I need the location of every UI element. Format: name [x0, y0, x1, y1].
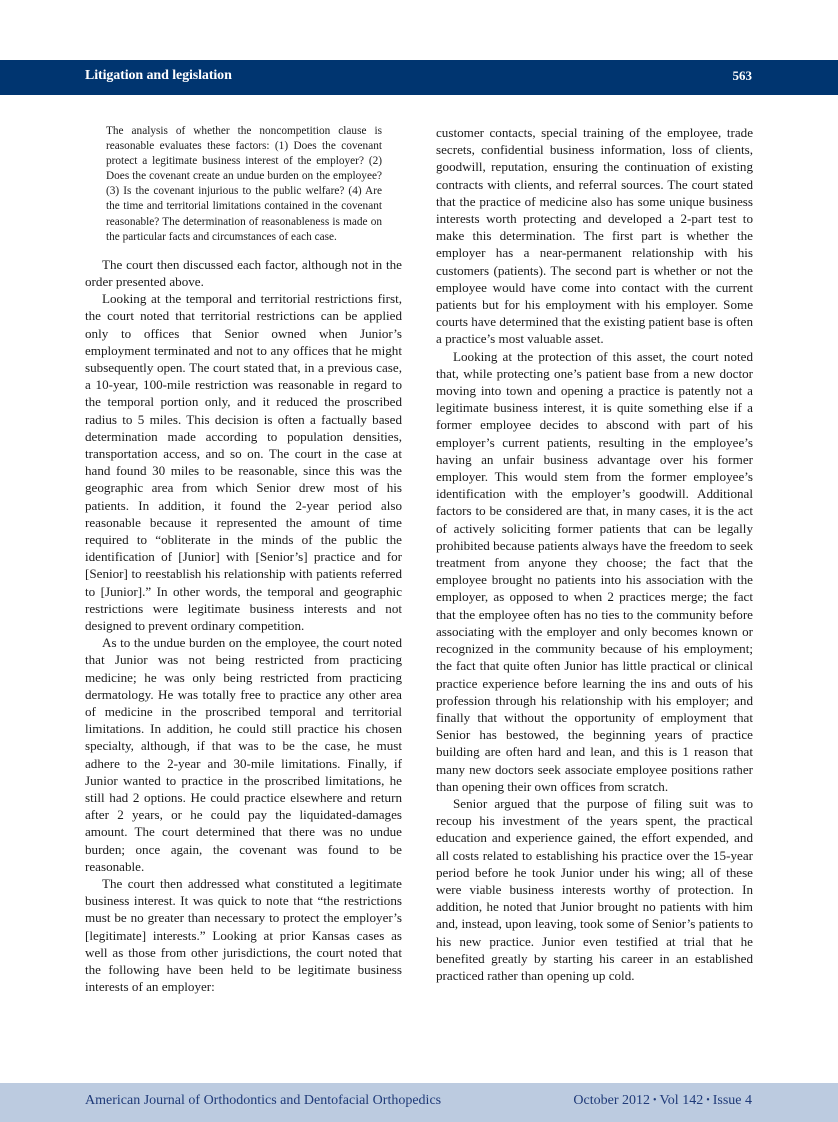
running-footer [0, 1083, 838, 1122]
volume: Vol 142 [659, 1093, 704, 1108]
right-column [436, 124, 753, 984]
block-quote: The analysis of whether the noncompetition clause is reasonable evaluates these factors: (1) Does the covenant protect a legitimate business interest of the employer? (2) Does the covenant create an undue burden on the employee? (3) Is the covenant injurious to the public welfare? (4) Are the time and territorial limitations contained in the covenant reasonable? The determination of reasonableness is made on the particular facts and circumstances of each case. [106, 125, 382, 243]
section-title: Litigation and legislation [85, 68, 232, 83]
paragraph: The court then discussed each factor, although not in the order presented above. [85, 256, 402, 289]
paragraph: Looking at the protection of this asset, the court noted that, while protecting one’s patient base from a new doctor moving into town and opening a practice is patently not a legitimate business interest, it is quite something else if a former employee decides to abscond with part of his employer’s current patients, resulting in the employee’s having an unfair business advantage over his former employer. This would stem from the former employee’s identification with the employer’s goodwill. Additional factors to be considered are that, in many cases, it is the act of actively soliciting former patients that can be legally prohibited because patients always have the freedom to seek treatment from anyone they choose; the fact that the employee brought no patients into his association with the employer, as opposed to when 2 practices merge; the fact that the employee often has no ties to the community before associating with the employer and only becomes known or recognized in the community because of his employment; the fact that quite often Junior has little practical or clinical practice experience before learning the ins and outs of his profession through his relationship with his employer; and finally that without the opportunity of employment that Senior has bestowed, the beginning years of practice building are often hard and lean, and this is 1 reason that many new doctors seek associate employee positions rather than opening their own offices from scratch. [436, 348, 753, 794]
paragraph: As to the undue burden on the employee, the court noted that Junior was not being restricted from practicing medicine; he was only being restricted from practicing dermatology. He was totally free to practice any other area of medicine in the proscribed temporal and territorial limitations. In addition, he could still practice his chosen specialty, although, if that was to be the case, he must adhere to the 2-year and 30-mile limitations. Finally, if Junior wanted to practice in the proscribed limitations, he still had 2 options. He could practice elsewhere and return after 2 years, or he could pay the liquidated-damages amount. The court determined that there was no undue burden; once again, the covenant was found to be reasonable. [85, 635, 402, 874]
paragraph: The court then addressed what constituted a legitimate business interest. It was quick to note that “the restrictions must be no greater than necessary to protect the employer’s [legitimate] interests.” Looking at prior Kansas cases as well as those from other jurisdictions, the court noted that the following have been held to be legitimate business interests of an employer: [85, 876, 402, 995]
paragraph-continuation: customer contacts, special training of the employee, trade secrets, confidential business information, loss of clients, goodwill, reputation, ensuring the continuation of existing contracts with clients, and referral sources. The court stated that the practice of medicine also has some unique business interests worth protecting and developed a 2-part test to make this determination. The first part is whether the employer has a near-permanent relationship with his customers (patients). The second part is whether or not the employee would have come into contact with the current patients but for his employment with his employer. Some courts have determined that the existing patient base is often a practice’s most valuable asset. [436, 125, 753, 347]
paragraph: Senior argued that the purpose of filing suit was to recoup his investment of the years spent, the practical education and experience gained, the effort expended, and all costs related to establishing his practice over the 15-year period before he took Junior under his wing; all of these were viable business interests worthy of protection. In addition, he noted that Junior brought no patients with him and, instead, upon leaving, took some of Senior’s patients to his new practice. Junior even testified at trial that he benefited greatly by starting his career in an established practiced rather than opening up cold. [436, 795, 753, 983]
month-year: October 2012 [573, 1093, 650, 1108]
issue-info [573, 1093, 752, 1109]
issue: Issue 4 [712, 1093, 752, 1108]
journal-name: American Journal of Orthodontics and Dentofacial Orthopedics [85, 1093, 442, 1108]
page-number: 563 [732, 68, 752, 83]
bullet-separator-icon: • [706, 1095, 710, 1106]
bullet-separator-icon: • [652, 1095, 657, 1106]
running-header [0, 60, 838, 95]
paragraph: Looking at the temporal and territorial restrictions first, the court noted that territorial restrictions can be applied only to offices that Senior owned when Junior’s employment terminated and not to any offices that he might subsequently open. The court stated that, in a previous case, a 10-year, 100-mile restriction was reasonable in regard to the temporal portion only, and it reduced the proscribed radius to 5 miles. This decision is often a factually based determination made according to population densities, transportation access, and so on. The court in the case at hand found 30 miles to be reasonable, since this was the geographic area from which Senior drew most of his patients. In addition, it found the 2-year period also reasonable because it represented the amount of time required to “obliterate in the minds of the public the identification of [Junior] with [Senior’s] practice and for [Senior] to reestablish his relationship with patients referred to [Junior].” In other words, the temporal and geographic restrictions were legitimate business interests and not designed to prevent ordinary competition. [85, 291, 402, 634]
left-column [85, 124, 402, 995]
